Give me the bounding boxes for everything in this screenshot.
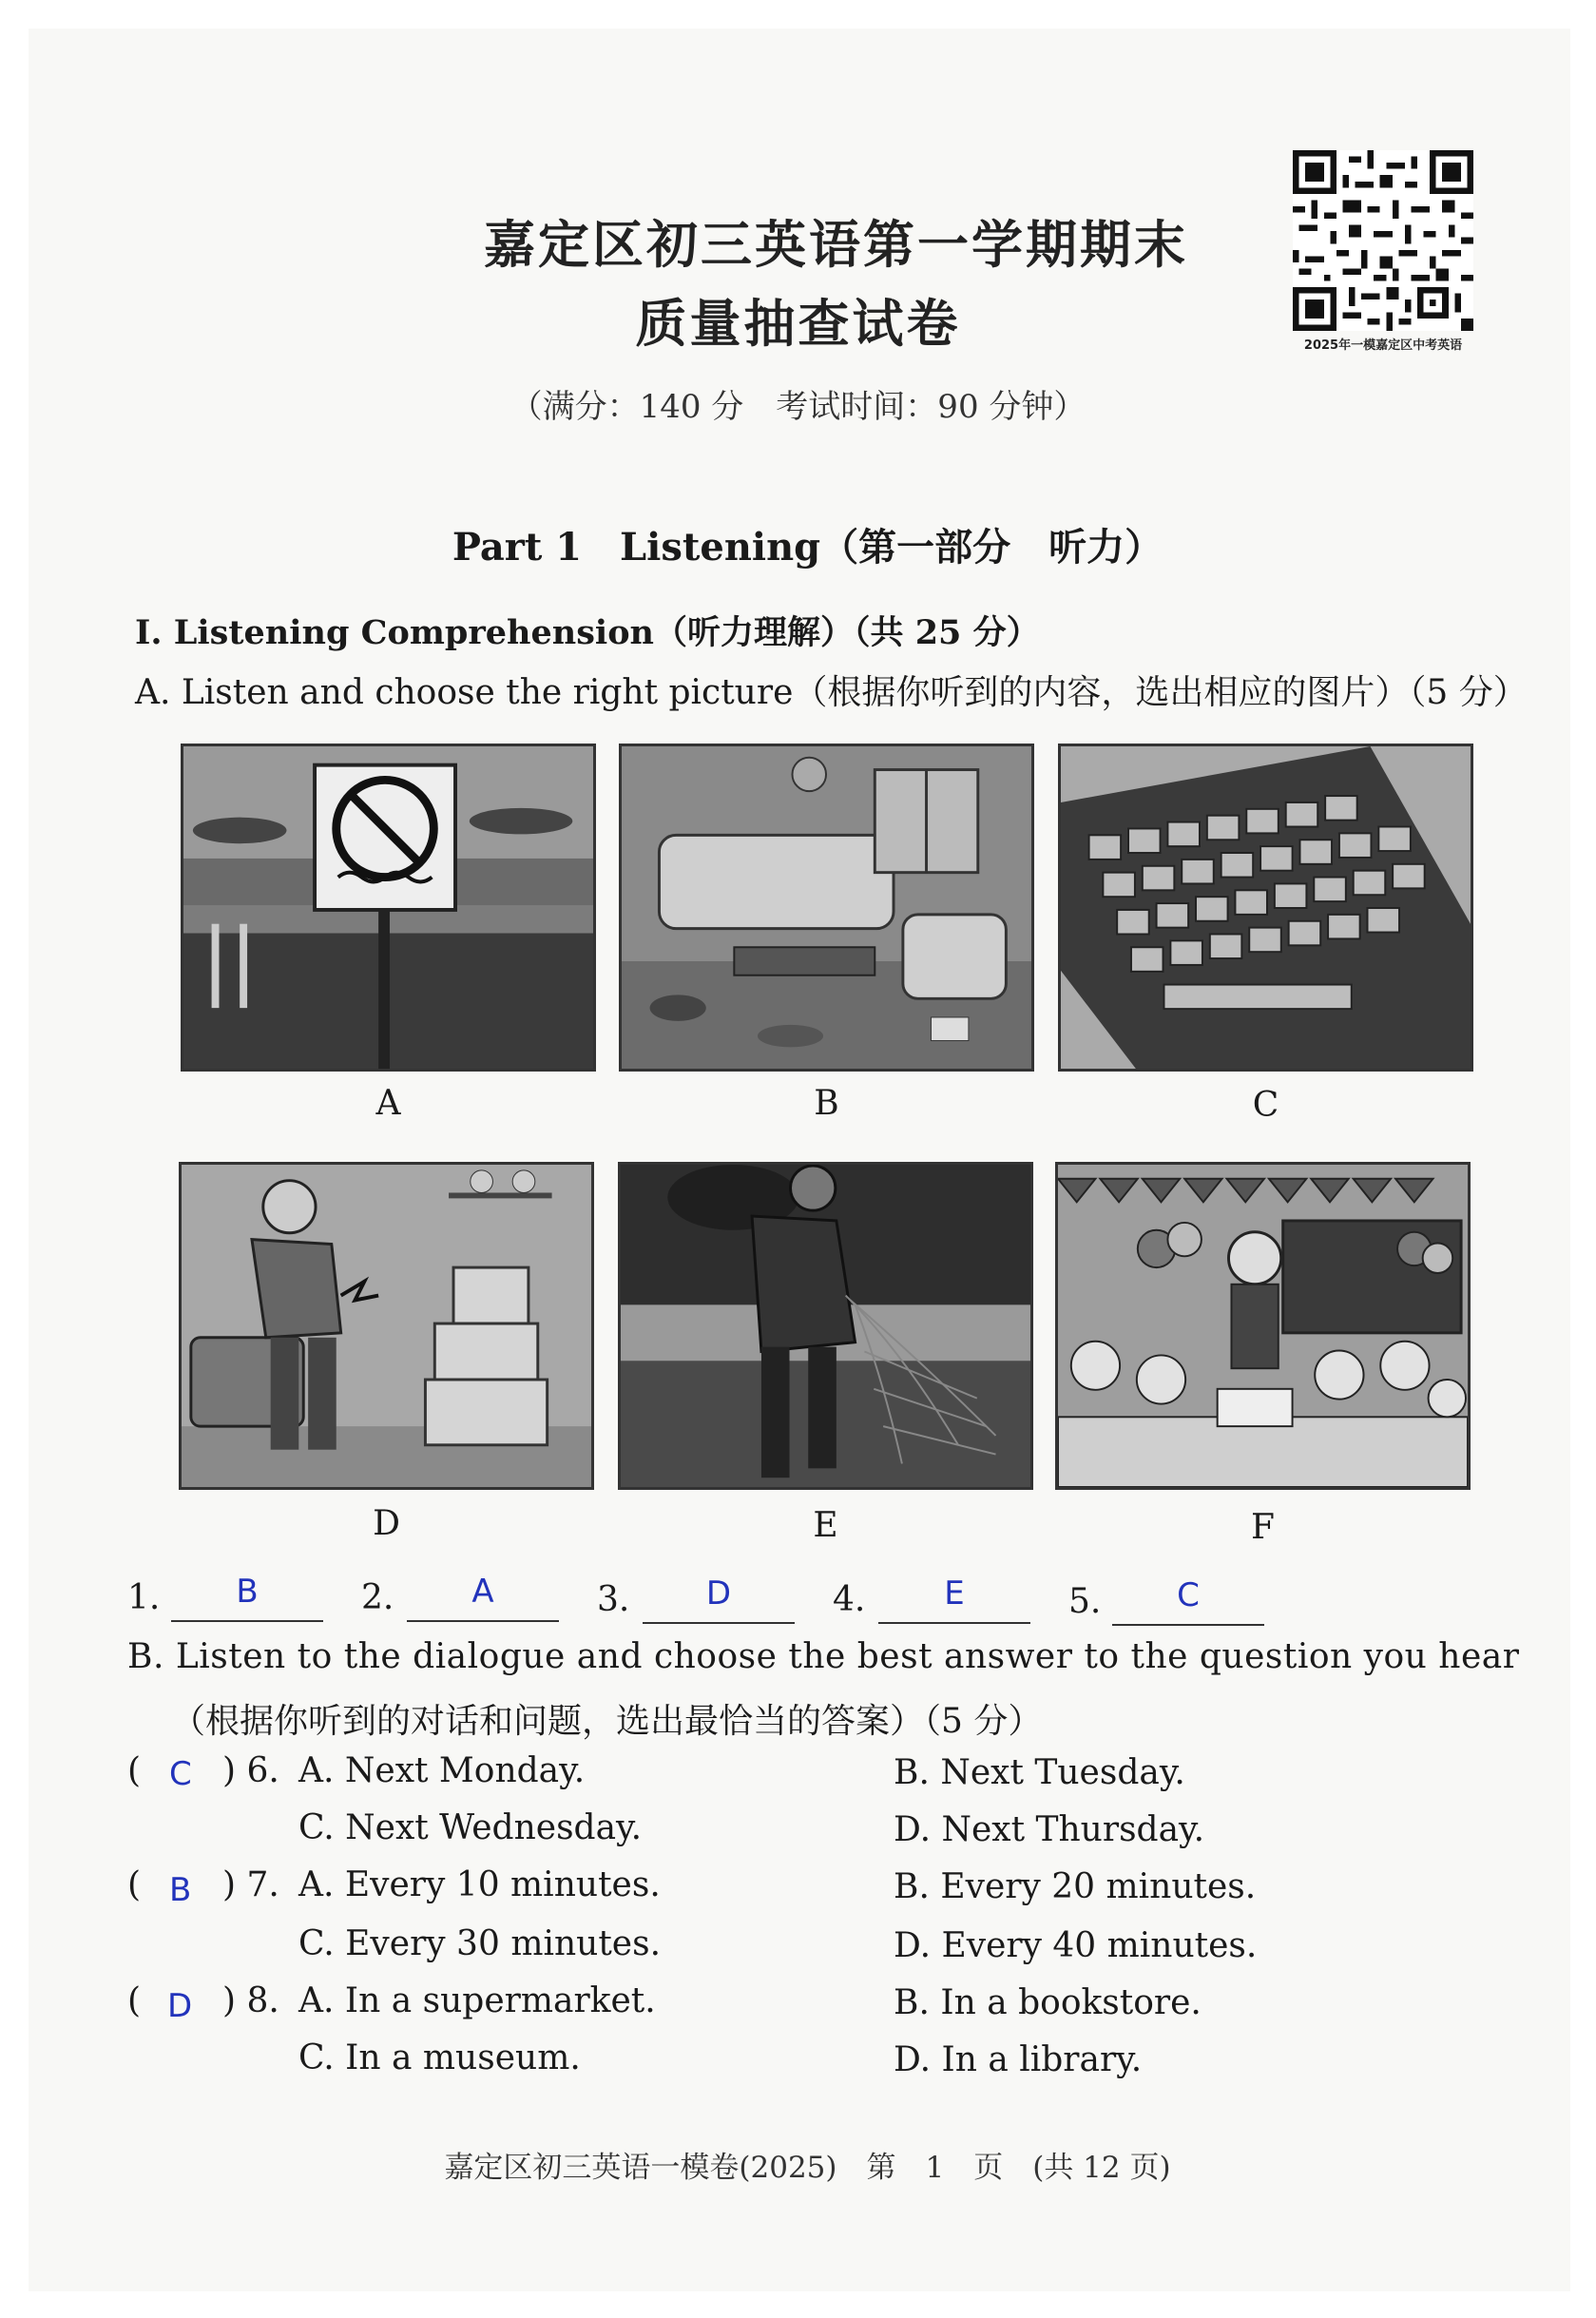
picture-label-F: F [1251,1508,1275,1547]
answer-num-5: 5. [1068,1582,1102,1621]
question-6-option-a[interactable]: A. Next Monday. [298,1751,586,1790]
answer-value-1: B [236,1573,259,1611]
question-7-option-c[interactable]: C. Every 30 minutes. [298,1924,662,1963]
question-7-number: ) 7. [222,1865,279,1904]
picture-label-D: D [373,1504,400,1543]
answer-num-4: 4. [833,1580,866,1619]
answer-value-2: A [471,1573,494,1611]
question-6-option-b[interactable]: B. Next Tuesday. [894,1753,1185,1792]
question-7-option-d[interactable]: D. Every 40 minutes. [894,1926,1258,1965]
picture-label-C: C [1252,1086,1279,1125]
question-8-paren-open: ( [127,1981,142,2020]
answer-num-2: 2. [361,1578,394,1617]
picture-label-A: A [375,1084,401,1123]
picture-label-E: E [813,1506,838,1545]
picture-label-B: B [814,1084,839,1123]
section-I-heading: Ⅰ. Listening Comprehension（听力理解）（共 25 分） [135,613,1040,652]
sub-B-instructions-line1: B. Listen to the dialogue and choose the best answer to the question you hear [127,1637,1520,1676]
question-7-option-b[interactable]: B. Every 20 minutes. [894,1867,1257,1906]
question-6-number: ) 6. [222,1751,279,1790]
question-8-option-d[interactable]: D. In a library. [894,2040,1143,2079]
question-7-option-a[interactable]: A. Every 10 minutes. [298,1865,661,1904]
exam-title-line2: 质量抽查试卷 [635,294,961,354]
keyboard-picture[interactable] [1058,744,1473,1072]
sub-A-instructions: A. Listen and choose the right picture（根据你听到的内容，选出相应的图片）（5 分） [135,673,1528,712]
question-6-option-c[interactable]: C. Next Wednesday. [298,1808,643,1847]
question-6-paren-open: ( [127,1751,142,1790]
question-8-option-b[interactable]: B. In a bookstore. [894,1983,1202,2022]
no-swimming-pool-picture[interactable] [181,744,596,1072]
exam-score-time: （满分：140 分 考试时间：90 分钟） [510,388,1086,426]
exam-title-line1: 嘉定区初三英语第一学期期末 [484,215,1188,275]
answer-value-4: E [944,1574,965,1613]
paper-page [29,29,1570,2291]
question-6-answer[interactable]: C [169,1755,192,1793]
question-8-number: ) 8. [222,1981,279,2020]
answer-num-1: 1. [127,1578,161,1617]
fisherman-net-picture[interactable] [618,1162,1033,1490]
question-6-option-d[interactable]: D. Next Thursday. [894,1810,1205,1849]
answer-value-5: C [1177,1576,1200,1614]
messy-living-room-picture[interactable] [619,744,1034,1072]
classroom-party-picture[interactable] [1055,1162,1471,1490]
question-7-answer[interactable]: B [169,1871,192,1909]
page-footer: 嘉定区初三英语一模卷(2025) 第 1 页 (共 12 页) [444,2151,1171,2185]
answer-value-3: D [705,1574,732,1613]
question-8-answer[interactable]: D [167,1987,193,2025]
sub-B-instructions-line2: （根据你听到的对话和问题，选出最恰当的答案）（5 分） [171,1702,1043,1741]
qr-caption: 2025年一模嘉定区中考英语 [1303,338,1463,353]
question-8-option-a[interactable]: A. In a supermarket. [298,1981,656,2020]
question-7-paren-open: ( [127,1865,142,1904]
part1-heading: Part 1 Listening（第一部分 听力） [452,525,1163,570]
answer-num-3: 3. [597,1580,630,1619]
qr-code-icon[interactable] [1293,150,1473,331]
back-pain-boxes-picture[interactable] [179,1162,594,1490]
question-8-option-c[interactable]: C. In a museum. [298,2038,581,2077]
